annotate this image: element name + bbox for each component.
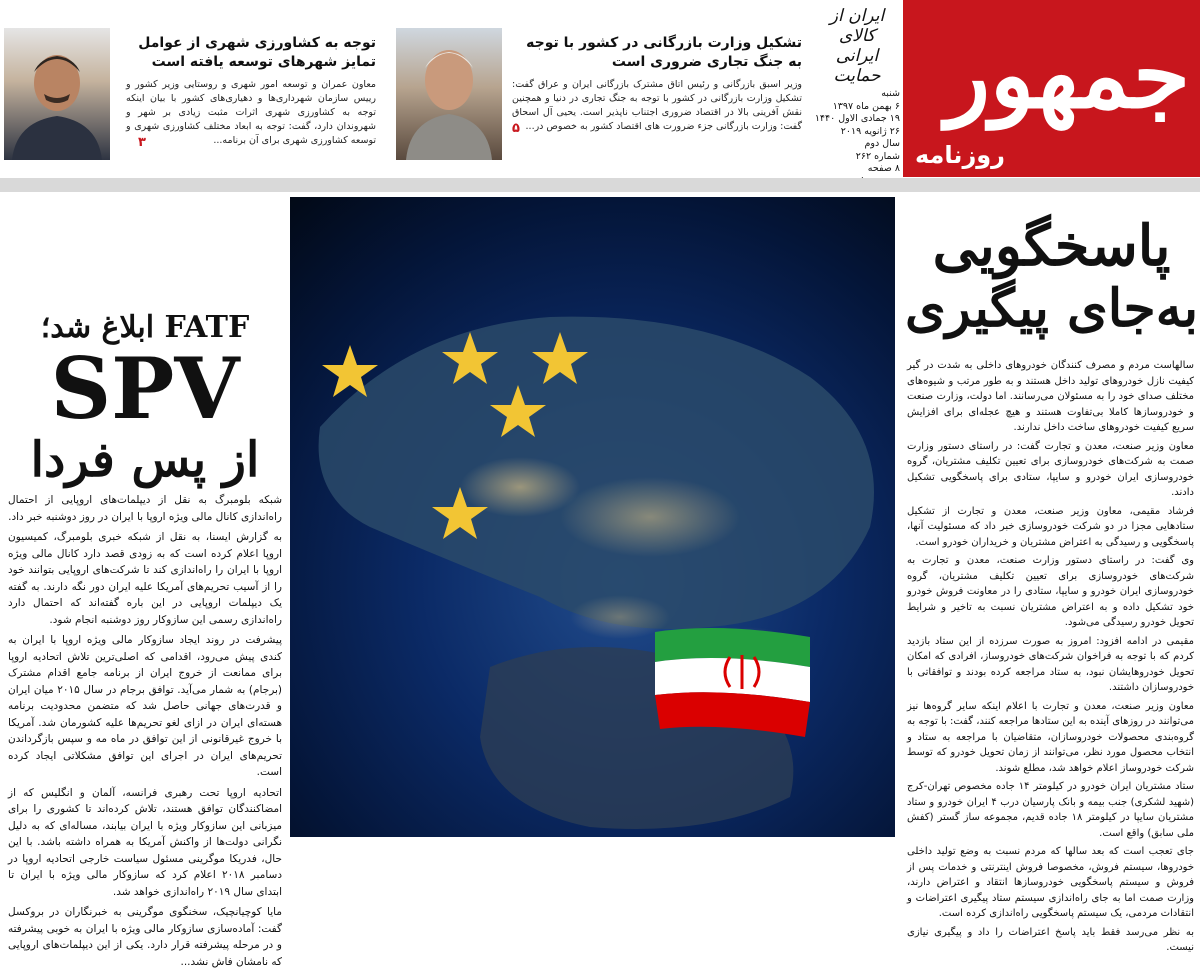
- lead-right-paragraph: به نظر می‌رسد فقط باید پاسخ اعتراضات را داد و پیگیری نیازی نیست.: [907, 926, 1194, 953]
- newspaper-subtitle: روزنامه: [915, 141, 1005, 169]
- lead-left-paragraph: مایا کوچیانچیک، سخنگوی موگرینی به خبرنگاران در بروکسل گفت: آماده‌سازی سازوکار مالی ویژه با ایران به خوبی پیشرفته و در مرحله پیشرفته قرار دارد. یکی از این دیپلمات‌های اروپایی که نامشان فاش نشد...: [8, 906, 282, 968]
- teaser-1-title[interactable]: تشکیل وزارت بازرگانی در کشور با توجه به جنگ تجاری ضروری است: [526, 35, 802, 70]
- teaser-2-title[interactable]: توجه به کشاورزی شهری از عوامل تمایز شهرهای توسعه یافته است: [138, 35, 376, 70]
- lead-right-title-1[interactable]: پاسخگویی: [932, 213, 1171, 279]
- teaser-1[interactable]: [512, 34, 802, 134]
- lead-left-kicker[interactable]: FATF ابلاغ شد؛: [40, 310, 250, 345]
- lead-right-paragraph: سالهاست مردم و مصرف کنندگان خودروهای داخلی به شدت در گیر کیفیت نازل خودروهای تولید داخل هستند و به طور مرتب و شیوه‌های مختلف صدای خود را به مسئولان می‌رسانند. اما دولت، وزارت صنعت و خودروسازها کاملا بی‌تفاوت هستند و هیچ عجله‌ای برای افزایش سریع کیفیت خودروهای ساخت داخل ندارند.: [907, 360, 1194, 433]
- lead-story-right: [903, 200, 1200, 953]
- newspaper-title: جمهور: [945, 21, 1190, 129]
- masthead: [903, 0, 1200, 177]
- meta-day: شنبه: [881, 88, 900, 99]
- lead-right-paragraph: ستاد مشتریان ایران خودرو در کیلومتر ۱۴ جاده مخصوص تهران-کرج (شهید لشکری) جنب بیمه و بانک پارسیان درب ۴ ایران خودرو و ستاد مشتریان سایپا در کیلومتر ۱۸ جاده قدیم، مجموعه ساز گستر (کفش ملی سابق) واقع است.: [907, 781, 1194, 839]
- lead-left-paragraph: پیشرفت در روند ایجاد سازوکار مالی ویژه اروپا با ایران به کندی پیش می‌رود، اقدامی که اصلی‌ترین تلاش اتحادیه اروپا برای ممانعت از خروج ایران از برنامه جامع اقدام مشترک (برجام) به شمار می‌آید. توافق برجام در سال ۲۰۱۵ میان ایران و قدرت‌های جهانی حاصل شد که متضمن محدودیت برنامه هسته‌ای ایران در ازای لغو تحریم‌ها علیه کشورمان شد. آمریکا با خروج غیرقانونی از این توافق در ماه مه و سپس بازگرداندن تحریم‌های ایران در اجرای این توافق مشکلاتی ایجاد کرده است.: [8, 634, 283, 778]
- teaser-2-page: ۳: [138, 135, 146, 150]
- lead-right-title-2[interactable]: به‌جای پیگیری: [904, 278, 1199, 339]
- meta-date-greg: ۲۶ ژانویه ۲۰۱۹: [840, 125, 900, 137]
- meta-issue: شماره ۲۶۲: [855, 150, 900, 162]
- iran-flag: [655, 628, 810, 737]
- lead-left-body: [0, 488, 290, 968]
- lead-left-title-sub[interactable]: از پس فردا: [30, 432, 260, 488]
- teaser-2-body: معاون عمران و توسعه امور شهری و روستایی وزیر کشور و رییس سازمان شهرداری‌ها و دهیاری‌های کشور با بیان اینکه توجه به کشاورزی شهری اثرات مثبت زیادی بر شهر و شهروندان دارد، گفت: توجه به ابعاد مختلف کشاورزی شهری و توسعه کشاورزی شهری برای آن برنامه...: [126, 79, 376, 146]
- section-divider: [0, 178, 1200, 192]
- meta-pages: ۸ صفحه: [867, 163, 900, 174]
- motto: ایران از کالای ایرانی حمایت: [829, 6, 885, 86]
- lead-right-paragraph: جای تعجب است که بعد سالها که مردم نسبت به وضع تولید داخلی خودروها، سیستم فروش، مخصوصا فروش اینترنتی و خدمات پس از فروش و سیستم پاسخگویی خودروسازها انتقاد و اعتراض دارند، وزارت صمت اما به جای راه‌اندازی سیستم ستاد پیگیری اعتراضات و انتقادات مردمی، یک سیستم پاسخگویی راه‌اندازی کرده است.: [907, 846, 1194, 919]
- teaser-photo-1: [396, 28, 502, 160]
- teaser-1-body: وزیر اسبق بازرگانی و رئیس اتاق مشترک بازرگانی ایران و عراق گفت: تشکیل وزارت بازرگانی در کشور با توجه به جنگ تجاری در دنیا و همچنین نقش آفرینی بالا در اقتصاد ضروری اجتناب ناپذیر است. یحیی آل اسحاق گفت: وزارت بازرگانی جزء ضرورت های اقتصاد کشور به خصوص در...: [512, 79, 802, 132]
- europe-map-image: [290, 197, 895, 837]
- lead-left-paragraph: اتحادیه اروپا تحت رهبری فرانسه، آلمان و انگلیس که از امضاکنندگان توافق هستند، تلاش کرده‌اند تا کشوری را برای میزبانی این سازوکار ویژه با ایران بیابند، مساله‌ای که به دلیل نگرانی دولت‌ها از واکنش آمریکا به همراه داشته باشد. با این حال، فدریکا موگرینی مسئول سیاست خارجی اتحادیه اروپا در دسامبر ۲۰۱۸ اعلام کرد که سازوکار مالی ویژه با ایران تا ابتدای سال ۲۰۱۹ راه‌اندازی خواهد شد.: [8, 786, 282, 898]
- teaser-photo-2: [4, 28, 110, 160]
- lead-right-paragraph: مقیمی در ادامه افزود: امروز به صورت سرزده از این ستاد بازدید کردم که با توجه به فراخوان شرکت‌های خودروساز، افرادی که امکان تحویل خودروهایشان نبود، به ستاد مراجعه کرده بودند و توافقاتی با خودروسازان داشتند.: [907, 635, 1194, 693]
- meta-date-fa: ۶ بهمن ماه ۱۳۹۷: [832, 100, 900, 112]
- meta-year: سال دوم: [864, 138, 900, 149]
- teaser-1-page: ۵: [512, 121, 520, 136]
- lead-right-paragraph: معاون وزیر صنعت، معدن و تجارت گفت: در راستای دستور وزارت صمت به شرکت‌های خودروسازی برای تعیین تکلیف مشتریان، گروه خودروسازی ایران خودرو و سایپا، ستادی برای پاسخگویی تشکیل دادند.: [907, 440, 1194, 498]
- lead-left-paragraph: به گزارش ایسنا، به نقل از شبکه خبری بلومبرگ، کمیسیون اروپا اعلام کرده است که به زودی قصد دارد کانال مالی ویژه اروپا با ایران را راه‌اندازی کند تا شرکت‌های اروپایی بتوانند خود را از آسیب تحریم‌های آمریکا علیه ایران دور نگه دارند. به گفته یک دیپلمات اروپایی در این باره گفته‌اند که احتمال دارد راه‌اندازی رسمی این سازوکار روز دوشنبه انجام شود.: [8, 531, 282, 626]
- lead-right-paragraph: معاون وزیر صنعت، معدن و تجارت با اعلام اینکه سایر گروه‌ها نیز می‌توانند در روزهای آینده به این ستادها مراجعه کنند، گفت: با توجه به گروه‌بندی محصولات خودروسازان، متقاضیان با مراجعه به ستاد و انتخاب محصول مورد نظر، می‌توانند از زمان تحویل خودرو که توسط شرکت خودروساز اعلام خواهد شد، مطلع شوند.: [907, 700, 1194, 774]
- lead-right-body: [903, 340, 1200, 953]
- meta-date-hijri: ۱۹ جمادی الاول ۱۴۴۰: [814, 113, 900, 124]
- teaser-2[interactable]: [126, 34, 376, 148]
- map-caption: [300, 822, 310, 823]
- lead-left-title-main[interactable]: SPV: [50, 339, 240, 438]
- lead-right-paragraph: فرشاد مقیمی، معاون وزیر صنعت، معدن و تجارت از تشکیل ستادهایی مجزا در دو شرکت خودروسازی خبر داد که مسئولیت آنها، پاسخگویی و رسیدگی به اعتراض مشتریان و خریداران خودرو است.: [907, 505, 1194, 548]
- lead-right-paragraph: وی گفت: در راستای دستور وزارت صنعت، معدن و تجارت به شرکت‌های خودروسازی برای تعیین تکلیف مشتریان، گروه خودروسازی ایران خودرو و سایپا، ستادی را در معاونت فروش خودرو خود تشکیل داده و به اعتراض مشتریان نسبت به تاخیر و شرایط تحویل خودرو رسیدگی می‌شود.: [907, 555, 1194, 628]
- issue-meta: [812, 88, 900, 188]
- lead-left-paragraph: شبکه بلومبرگ به نقل از دیپلمات‌های اروپایی از احتمال راه‌اندازی کانال مالی ویژه اروپا با ایران در روز دوشنبه خبر داد.: [8, 494, 282, 523]
- lead-story-left: [0, 300, 290, 968]
